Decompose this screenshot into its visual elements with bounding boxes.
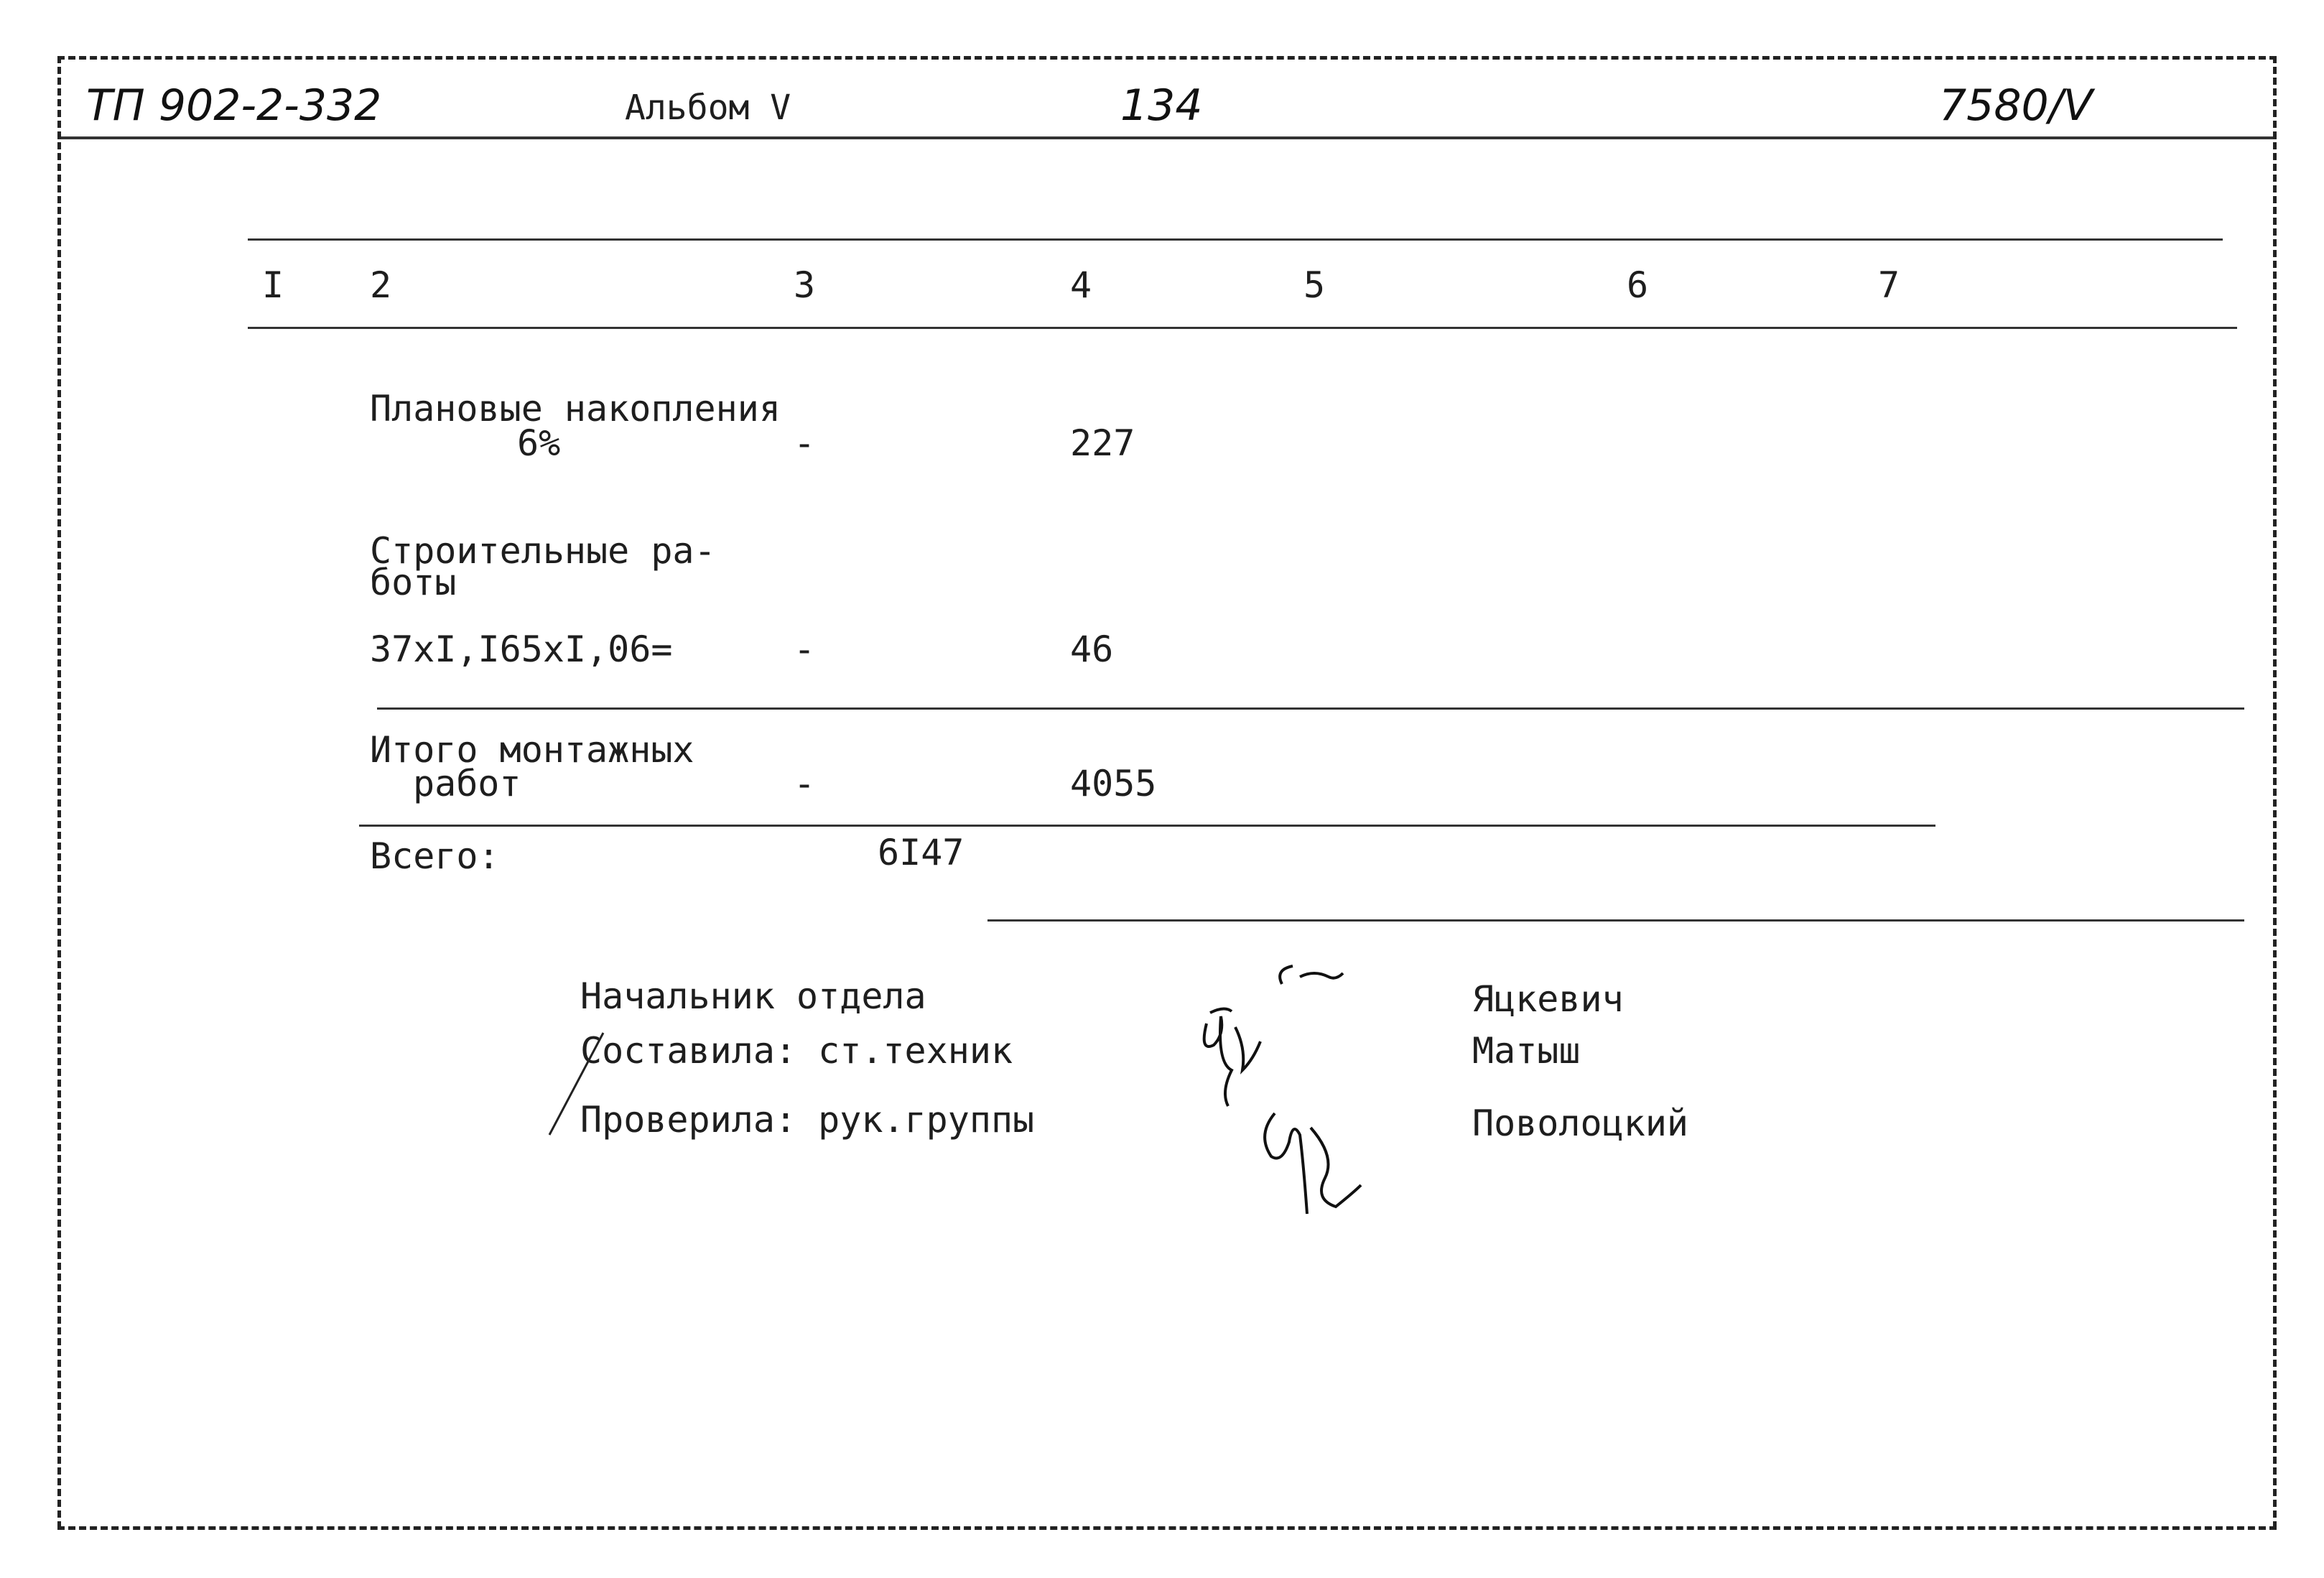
frame-bottom-border [57,1526,2277,1530]
column-number: 4 [1070,264,1092,306]
column-number: I [262,264,284,306]
sheet-code: 7580/V [1939,80,2093,131]
frame-top-border [57,56,2277,60]
row-name: 37хI,I65хI,06= [370,628,673,670]
signature-role: Составила: ст.техник [580,1030,1013,1072]
row-col4: 4055 [1070,763,1157,804]
column-number: 3 [794,264,816,306]
project-code: ТП 902-2-332 [86,80,382,131]
row-col3: - [794,422,816,464]
total-rule [359,825,1935,827]
row-col4: 227 [1070,422,1135,464]
frame-right-border [2273,56,2277,1528]
signature-role: Начальник отдела [580,975,926,1017]
signature-name: Матыш [1472,1030,1581,1072]
signature-role: Проверила: рук.группы [580,1099,1035,1141]
page-number: 134 [1120,80,1203,131]
row-name: Строительные ра- [370,530,716,572]
table-header-rule [248,327,2237,329]
total-value: 6I47 [878,832,965,873]
subtotal-rule [377,707,2244,710]
row-col4: 46 [1070,628,1114,670]
table-top-rule [248,238,2223,241]
signature-name: Поволоцкий [1472,1103,1689,1144]
row-col3: - [794,763,816,804]
row-col3: - [794,628,816,670]
frame-left-border [57,56,61,1528]
signature-rule [987,919,2244,922]
row-name: Плановые накопления [370,388,781,430]
row-name-cont: 6% [517,422,561,464]
signature-name: Яцкевич [1472,978,1624,1020]
header-divider [57,136,2277,139]
total-label: Всего: [370,835,500,877]
handwritten-signatures-icon [1192,927,1422,1250]
check-stroke-icon [542,1027,614,1142]
column-number: 5 [1303,264,1326,306]
row-name-cont: боты [370,562,457,603]
column-number: 7 [1878,264,1900,306]
album-label: Альбом V [625,88,791,128]
column-number: 6 [1627,264,1649,306]
row-name: Итого монтажных [370,729,694,771]
row-name-cont: работ [413,763,521,804]
column-number: 2 [370,264,392,306]
